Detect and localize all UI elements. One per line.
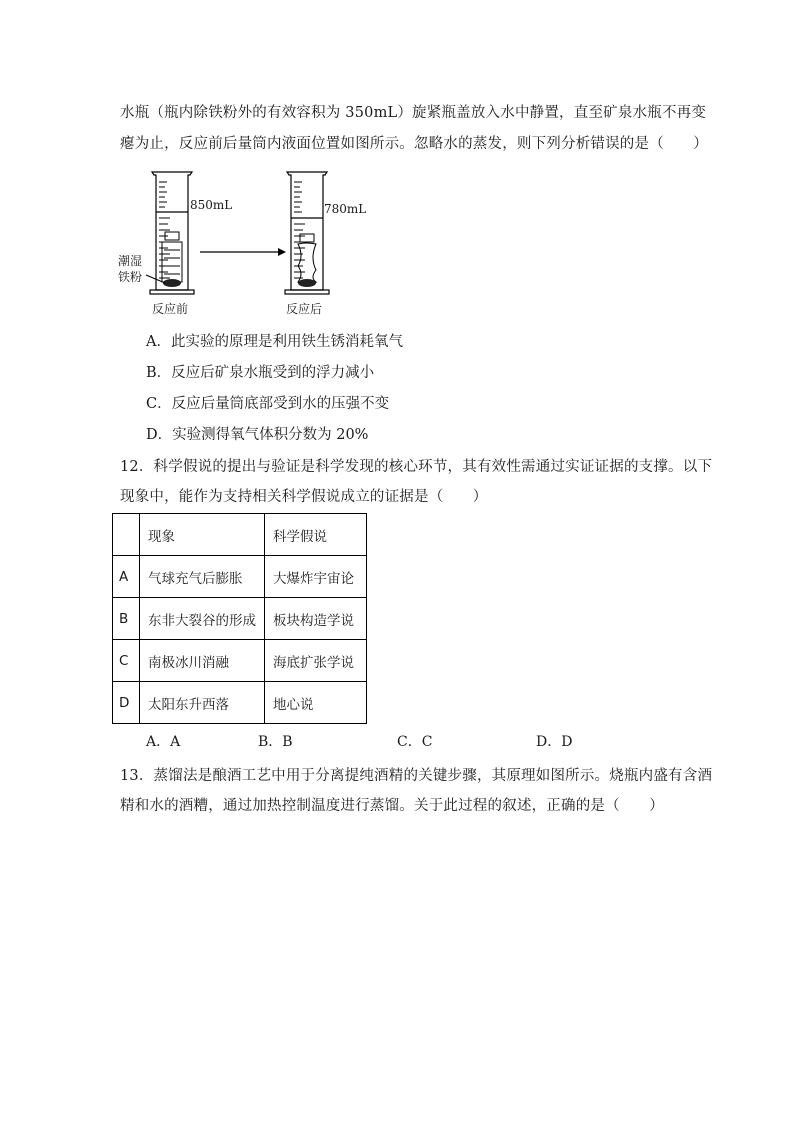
table-row [113,556,367,598]
after-volume-label: 780mL [324,202,367,216]
table-row [113,682,367,724]
before-volume-label: 850mL [190,198,233,212]
table-cell: 南极冰川消融 [140,640,265,682]
table-row [113,640,367,682]
cylinder-after [285,172,329,294]
q11-stem-line-1: 水瓶（瓶内除铁粉外的有效容积为 350mL）旋紧瓶盖放入水中静置，直至矿泉水瓶不再变 [120,105,707,121]
q11-option-b[interactable]: B．反应后矿泉水瓶受到的浮力减小 [146,365,375,381]
after-caption: 反应后 [286,302,323,316]
q12-answer-b[interactable]: B．B [258,734,293,750]
q11-option-a[interactable]: A．此实验的原理是利用铁生锈消耗氧气 [146,334,403,350]
q12-answer-d[interactable]: D．D [536,734,573,750]
q12-stem-line-1: 12．科学假说的提出与验证是科学发现的核心环节，其有效性需通过实证证据的支撑。以下 [120,459,713,475]
table-cell: D [113,682,140,724]
table-row [113,598,367,640]
table-header-row [113,514,367,556]
table-cell: 气球充气后膨胀 [140,556,265,598]
q11-option-d[interactable]: D．实验测得氧气体积分数为 20% [146,427,369,443]
q12-answer-c[interactable]: C．C [397,734,433,750]
q12-table [112,513,367,724]
before-caption: 反应前 [152,302,189,316]
table-header-cell [113,514,140,556]
table-cell: 板块构造学说 [265,598,367,640]
q13-stem-line-1: 13．蒸馏法是酿酒工艺中用于分离提纯酒精的关键步骤，其原理如图所示。烧瓶内盛有含酒 [120,768,713,784]
cylinder-before [146,172,194,294]
table-cell: 太阳东升西落 [140,682,265,724]
q12-stem-line-2: 现象中，能作为支持相关科学假说成立的证据是（ ） [120,489,488,505]
table-header-cell: 科学假说 [265,514,367,556]
q12-answer-a[interactable]: A．A [146,734,181,750]
table-cell: 大爆炸宇宙论 [265,556,367,598]
table-cell: A [113,556,140,598]
iron-label-line-1: 潮湿 [118,254,143,268]
table-cell: C [113,640,140,682]
arrow-icon [200,248,286,256]
table-cell: 东非大裂谷的形成 [140,598,265,640]
table-cell: 地心说 [265,682,367,724]
q11-option-c[interactable]: C．反应后量筒底部受到水的压强不变 [146,396,390,412]
q13-stem-line-2: 精和水的酒糟，通过加热控制温度进行蒸馏。关于此过程的叙述，正确的是（ ） [120,798,664,814]
table-cell: B [113,598,140,640]
q11-stem-line-2: 瘪为止，反应前后量筒内液面位置如图所示。忽略水的蒸发，则下列分析错误的是（ ） [120,136,708,152]
graduated-cylinders-diagram [110,162,370,322]
q11-figure [110,162,370,322]
table-cell: 海底扩张学说 [265,640,367,682]
iron-label-line-2: 铁粉 [118,270,143,284]
table-header-cell: 现象 [140,514,265,556]
